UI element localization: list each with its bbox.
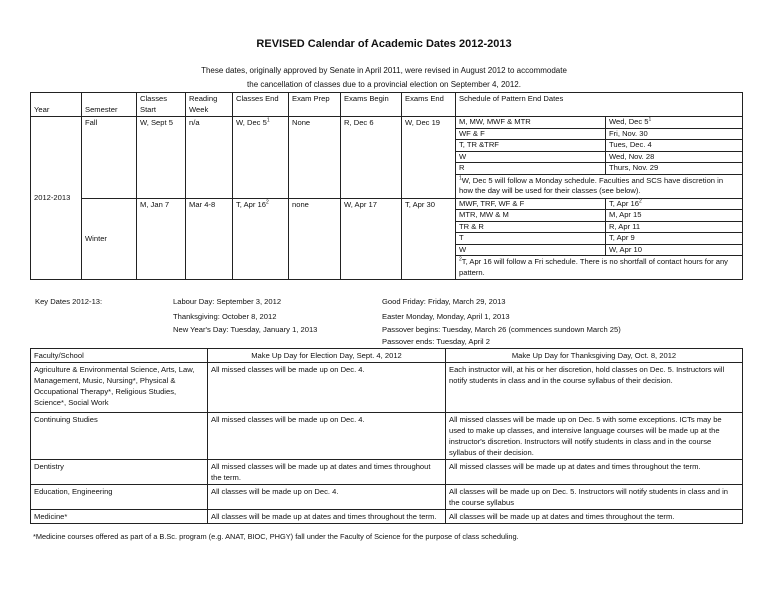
intro-line-2: the cancellation of classes due to a provincial election on September 4, 2012. bbox=[247, 80, 521, 89]
medicine-footnote: *Medicine courses offered as part of a B.Sc. program (e.g. ANAT, BIOC, PHGY) fall under the Faculty of Science for the purpose of class scheduling. bbox=[33, 532, 519, 541]
passover-begins: Passover begins: Tuesday, March 26 (commences sundown March 25) bbox=[382, 325, 621, 334]
footnote-marker: 1 bbox=[459, 174, 462, 181]
fall-classes-end bbox=[233, 117, 289, 199]
fall-pattern-date: Wed, Nov. 28 bbox=[606, 151, 743, 163]
winter-pattern: W bbox=[456, 244, 606, 256]
fall-exam-prep: None bbox=[289, 117, 341, 199]
faculty-cell: Agriculture & Environmental Science, Arts, Law, Management, Music, Nursing*, Physical & Occupational Therapy*, Religious Studies, Science*, Social Work bbox=[31, 363, 208, 413]
key-dates-label: Key Dates 2012-13: bbox=[35, 297, 103, 306]
footnote-marker: 2 bbox=[265, 198, 269, 205]
winter-pattern-date-value: T, Apr 16 bbox=[609, 198, 639, 208]
faculty-cell: Continuing Studies bbox=[31, 413, 208, 460]
intro-text bbox=[0, 64, 768, 92]
new-years-day: New Year's Day: Tuesday, January 1, 2013 bbox=[173, 325, 318, 334]
intro-line-1: These dates, originally approved by Senate in April 2011, were revised in August 2012 to accommodate bbox=[201, 66, 567, 75]
thanksgiving-cell: All missed classes will be made up at dates and times throughout the term. bbox=[446, 460, 743, 485]
winter-pattern-date: M, Apr 15 bbox=[606, 210, 743, 222]
footnote-marker: 1 bbox=[648, 116, 652, 123]
fall-pattern-date: Tues, Dec. 4 bbox=[606, 140, 743, 152]
key-dates bbox=[35, 297, 755, 347]
winter-exams-end: T, Apr 30 bbox=[402, 198, 456, 280]
header-exams-begin: Exams Begin bbox=[341, 93, 402, 117]
semester-fall: Fall bbox=[82, 117, 137, 199]
footnote-marker: 2 bbox=[459, 256, 462, 263]
footnote-marker: 1 bbox=[266, 117, 270, 124]
year-cell: 2012-2013 bbox=[31, 117, 82, 280]
winter-pattern-footnote bbox=[456, 256, 743, 280]
fall-exams-begin: R, Dec 6 bbox=[341, 117, 402, 199]
header-pattern-end-dates: Schedule of Pattern End Dates bbox=[456, 93, 743, 117]
winter-footnote-text: T, Apr 16 will follow a Fri schedule. There is no shortfall of contact hours for any pattern. bbox=[459, 257, 728, 277]
passover-ends: Passover ends: Tuesday, April 2 bbox=[382, 337, 490, 346]
fall-exams-end: W, Dec 19 bbox=[402, 117, 456, 199]
winter-pattern-date bbox=[606, 198, 743, 210]
header-exams-end: Exams End bbox=[402, 93, 456, 117]
table-row bbox=[31, 363, 743, 413]
thanksgiving-cell: All missed classes will be made up on Dec. 5 with some exceptions. ICTs may be used to make up classes, and intensive language courses will be made up at the instructor's discretion. Instructors will notify students in class and in the course syllabus of their decision. bbox=[446, 413, 743, 460]
header-classes-start: Classes Start bbox=[137, 93, 186, 117]
header-year: Year bbox=[31, 93, 82, 117]
election-cell: All missed classes will be made up at dates and times throughout the term. bbox=[208, 460, 446, 485]
thanksgiving-cell: All classes will be made up on Dec. 5. Instructors will notify students in class and in the course syllabus bbox=[446, 485, 743, 510]
winter-exams-begin: W, Apr 17 bbox=[341, 198, 402, 280]
fall-pattern-date: Thurs, Nov. 29 bbox=[606, 163, 743, 175]
election-cell: All missed classes will be made up on Dec. 4. bbox=[208, 413, 446, 460]
fall-pattern: R bbox=[456, 163, 606, 175]
header-exam-prep: Exam Prep bbox=[289, 93, 341, 117]
winter-reading-week: Mar 4-8 bbox=[186, 198, 233, 280]
fall-classes-start: W, Sept 5 bbox=[137, 117, 186, 199]
winter-pattern: MTR, MW & M bbox=[456, 210, 606, 222]
fall-pattern: W bbox=[456, 151, 606, 163]
table-row bbox=[31, 485, 743, 510]
winter-pattern-date: W, Apr 10 bbox=[606, 244, 743, 256]
fall-footnote-text: W, Dec 5 will follow a Monday schedule. Faculties and SCS have discretion in how the day will be used for their classes (see below). bbox=[459, 175, 724, 195]
table-row bbox=[31, 413, 743, 460]
footnote-marker: 2 bbox=[638, 198, 642, 204]
good-friday: Good Friday: Friday, March 29, 2013 bbox=[382, 297, 506, 306]
faculty-cell: Education, Engineering bbox=[31, 485, 208, 510]
winter-pattern: TR & R bbox=[456, 221, 606, 233]
election-cell: All missed classes will be made up on Dec. 4. bbox=[208, 363, 446, 413]
winter-classes-end-value: T, Apr 16 bbox=[236, 199, 266, 209]
election-cell: All classes will be made up on Dec. 4. bbox=[208, 485, 446, 510]
semester-winter: Winter bbox=[82, 198, 137, 280]
fall-pattern-date bbox=[606, 117, 743, 129]
academic-calendar-table bbox=[30, 92, 743, 280]
table-row bbox=[31, 510, 743, 524]
faculty-cell: Medicine* bbox=[31, 510, 208, 524]
header-reading-week: Reading Week bbox=[186, 93, 233, 117]
fall-classes-end-value: W, Dec 5 bbox=[236, 118, 267, 127]
winter-exam-prep: none bbox=[289, 198, 341, 280]
fall-pattern-footnote bbox=[456, 174, 743, 198]
makeup-days-table bbox=[30, 348, 743, 524]
faculty-cell: Dentistry bbox=[31, 460, 208, 485]
header-thanksgiving-makeup: Make Up Day for Thanksgiving Day, Oct. 8, 2012 bbox=[446, 349, 743, 363]
easter-monday: Easter Monday, Monday, April 1, 2013 bbox=[382, 312, 510, 321]
page-title: REVISED Calendar of Academic Dates 2012-2013 bbox=[256, 38, 512, 50]
fall-pattern-date-value: Wed, Dec 5 bbox=[609, 117, 649, 126]
header-classes-end: Classes End bbox=[233, 93, 289, 117]
election-cell: All classes will be made up at dates and times throughout the term. bbox=[208, 510, 446, 524]
table-row bbox=[31, 460, 743, 485]
fall-pattern: T, TR &TRF bbox=[456, 140, 606, 152]
thanksgiving-cell: Each instructor will, at his or her discretion, hold classes on Dec. 5. Instructors will notify students in class and in the course syllabus of their decision. bbox=[446, 363, 743, 413]
winter-classes-end bbox=[233, 198, 289, 280]
header-election-makeup: Make Up Day for Election Day, Sept. 4, 2012 bbox=[208, 349, 446, 363]
header-faculty: Faculty/School bbox=[31, 349, 208, 363]
fall-reading-week: n/a bbox=[186, 117, 233, 199]
fall-pattern-date: Fri, Nov. 30 bbox=[606, 128, 743, 140]
header-semester: Semester bbox=[82, 93, 137, 117]
winter-pattern: T bbox=[456, 233, 606, 245]
fall-pattern: WF & F bbox=[456, 128, 606, 140]
thanksgiving: Thanksgiving: October 8, 2012 bbox=[173, 312, 277, 321]
fall-pattern: M, MW, MWF & MTR bbox=[456, 117, 606, 129]
labour-day: Labour Day: September 3, 2012 bbox=[173, 297, 282, 306]
winter-pattern-date: T, Apr 9 bbox=[606, 233, 743, 245]
winter-classes-start: M, Jan 7 bbox=[137, 198, 186, 280]
thanksgiving-cell: All classes will be made up at dates and times throughout the term. bbox=[446, 510, 743, 524]
winter-pattern: MWF, TRF, WF & F bbox=[456, 198, 606, 210]
winter-pattern-date: R, Apr 11 bbox=[606, 221, 743, 233]
